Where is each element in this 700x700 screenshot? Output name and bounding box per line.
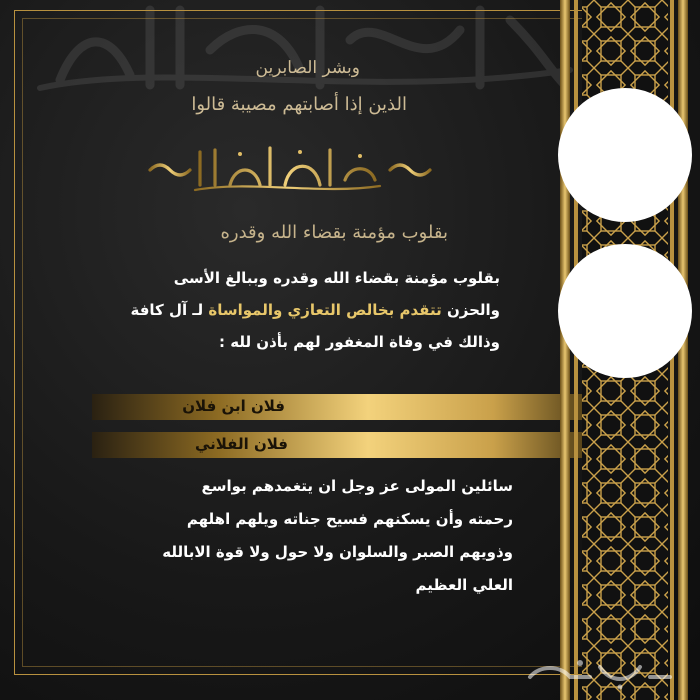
- header-line-2: الذين إذا أصابتهم مصيبة قالوا: [191, 94, 407, 115]
- message-line-2a: والحزن: [441, 301, 500, 319]
- prayer-line-2: رحمته وأن يسكنهم فسيح جناته ويلهم اهلهم: [186, 510, 513, 528]
- prayer-paragraph: [162, 470, 513, 602]
- message-line-1: بقلوب مؤمنة بقضاء الله وقدره وببالغ الأسى: [173, 269, 500, 287]
- name-bar-1: [92, 394, 594, 420]
- deceased-name-2: فلان الفلاني: [194, 435, 288, 453]
- photo-placeholder-1: [558, 88, 692, 222]
- prayer-line-4: العلي العظيم: [415, 576, 513, 594]
- message-line-3: وذالك في وفاة المغفور لهم بأذن لله :: [219, 333, 500, 351]
- header-line-3: بقلوب مؤمنة بقضاء الله وقدره: [220, 222, 448, 243]
- prayer-line-1: سائلين المولى عز وجل ان يتغمدهم بواسع: [201, 477, 513, 495]
- haraj-logo-icon: [520, 655, 680, 691]
- deceased-name-1: فلان ابن فلان: [182, 397, 285, 415]
- message-line-2: [131, 294, 501, 326]
- prayer-line-3: وذويهم الصبر والسلوان ولا حول ولا قوة الابالله: [162, 543, 513, 561]
- message-line-2c: لـ آل كافة: [130, 301, 209, 319]
- photo-placeholder-2: [558, 244, 692, 378]
- calligraphy-inna-lillah-icon: [140, 140, 440, 200]
- message-highlight: تتقدم بخالص التعازي والمواساة: [208, 301, 442, 319]
- name-bar-2: [92, 432, 594, 458]
- message-paragraph: [131, 262, 501, 358]
- header-line-1: وبشر الصابرين: [255, 58, 360, 78]
